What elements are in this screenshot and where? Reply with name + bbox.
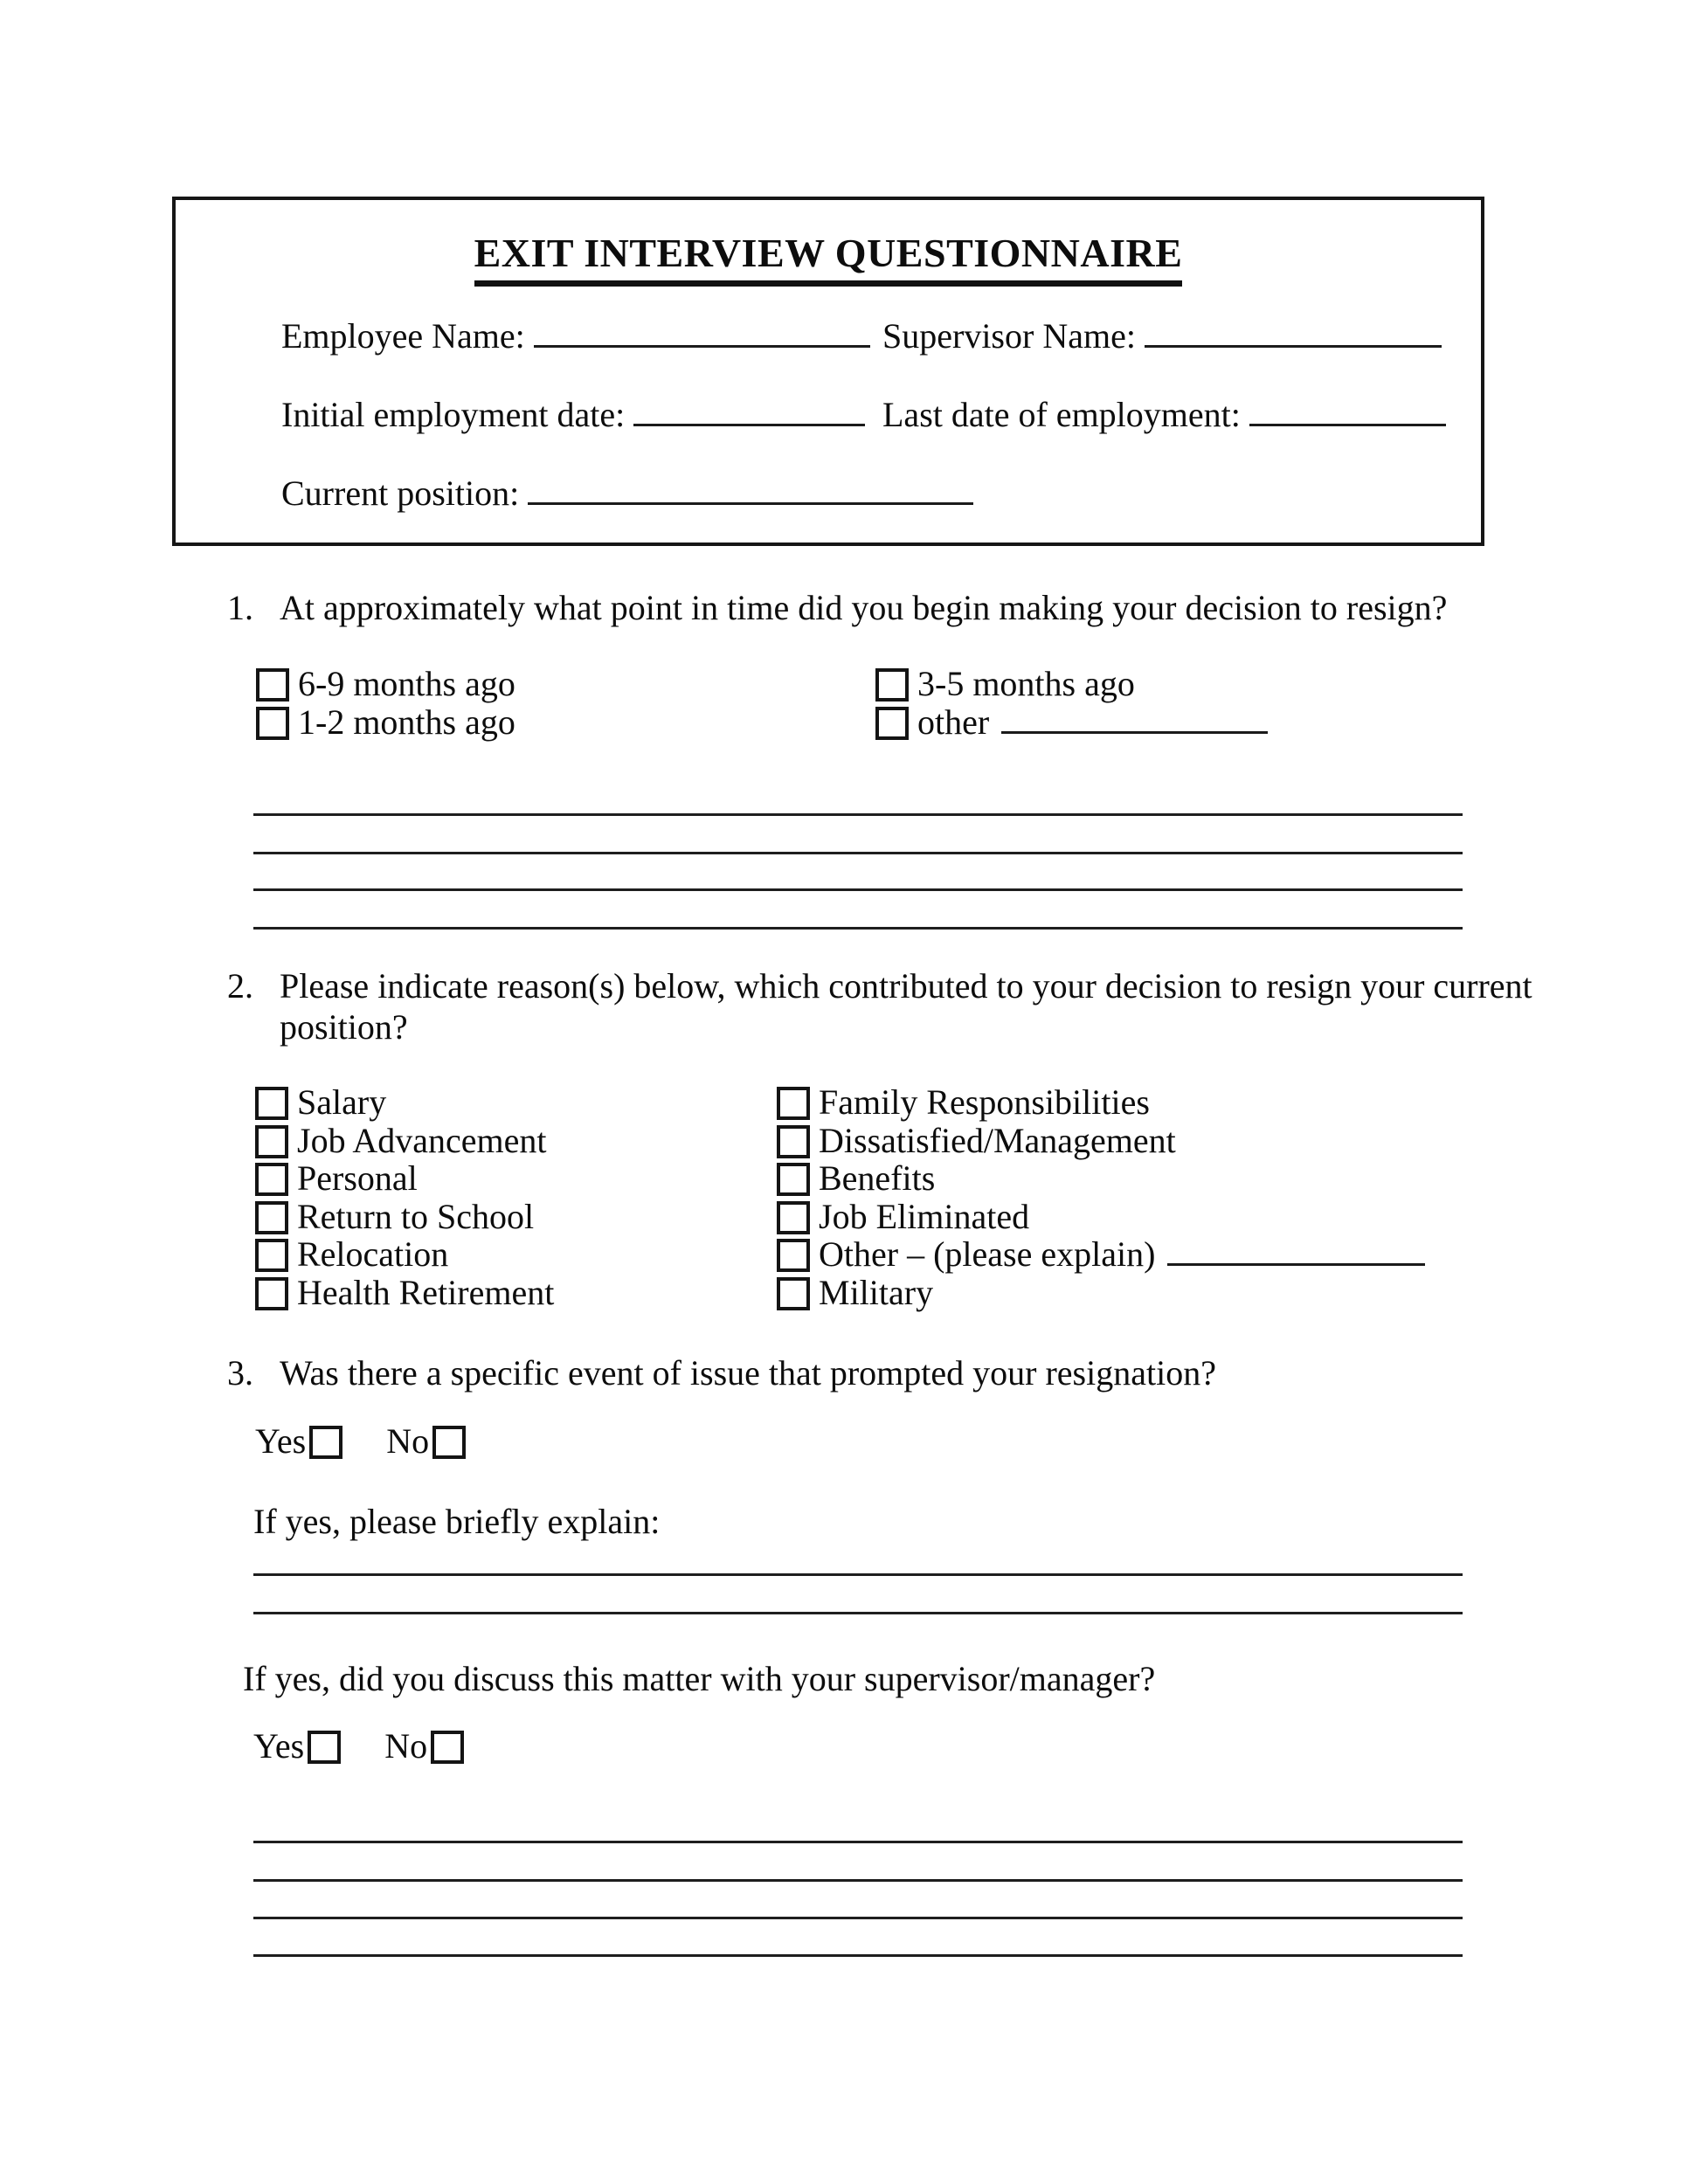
q3-no-checkbox-1[interactable] xyxy=(432,1426,466,1459)
supervisor-name-row xyxy=(882,316,1442,356)
q2-option-dissatisfied-management xyxy=(777,1122,1176,1160)
q1-option-6-9-months xyxy=(256,665,515,703)
q2-checkbox-salary[interactable] xyxy=(255,1087,288,1120)
q1-option-3-5-months xyxy=(875,665,1135,703)
q3-yes-checkbox-2[interactable] xyxy=(308,1731,341,1764)
q3-yes-checkbox-1[interactable] xyxy=(309,1426,342,1459)
q3-discuss-answer-line[interactable] xyxy=(253,1917,1463,1919)
current-position-label: Current position: xyxy=(281,473,520,513)
q3-no-label-1: No xyxy=(386,1421,430,1461)
q2-label-salary: Salary xyxy=(297,1082,387,1122)
q2-label-benefits: Benefits xyxy=(819,1158,936,1198)
question-2-text-line2-row xyxy=(280,1006,408,1047)
q2-checkbox-health-retirement[interactable] xyxy=(255,1277,288,1310)
q2-option-health-retirement xyxy=(255,1274,554,1312)
last-date-blank[interactable] xyxy=(1249,423,1446,426)
q2-option-salary xyxy=(255,1083,386,1122)
q1-checkbox-other[interactable] xyxy=(875,707,909,740)
q2-label-health-retirement: Health Retirement xyxy=(297,1273,555,1312)
question-1-text: At approximately what point in time did you begin making your decision to resign? xyxy=(280,588,1448,627)
q3-yes-no-row-2 xyxy=(253,1727,473,1766)
question-1 xyxy=(227,587,1538,628)
q2-option-other-explain xyxy=(777,1235,1425,1274)
q2-checkbox-dissatisfied-management[interactable] xyxy=(777,1125,810,1158)
initial-date-label: Initial employment date: xyxy=(281,395,626,434)
q2-option-relocation xyxy=(255,1235,448,1274)
question-2-text-line1: Please indicate reason(s) below, which contributed to your decision to resign your current xyxy=(280,966,1532,1006)
q3-discuss-prompt: If yes, did you discuss this matter with your supervisor/manager? xyxy=(243,1659,1156,1698)
q2-option-job-eliminated xyxy=(777,1198,1029,1236)
q2-option-personal xyxy=(255,1159,418,1198)
question-2 xyxy=(227,965,1532,1006)
q2-option-military xyxy=(777,1274,933,1312)
q2-label-other-explain: Other – (please explain) xyxy=(819,1234,1156,1274)
q1-label-other: other xyxy=(917,702,990,742)
current-position-row xyxy=(281,473,973,514)
q3-yes-label-1: Yes xyxy=(255,1421,307,1461)
current-position-blank[interactable] xyxy=(528,501,973,505)
q2-checkbox-benefits[interactable] xyxy=(777,1163,810,1196)
employee-name-row xyxy=(281,316,870,356)
q3-explain-prompt-row xyxy=(253,1501,660,1542)
q1-checkbox-6-9-months[interactable] xyxy=(256,668,289,702)
q2-checkbox-personal[interactable] xyxy=(255,1163,288,1196)
q2-label-job-eliminated: Job Eliminated xyxy=(819,1197,1030,1236)
question-2-number: 2. xyxy=(227,966,253,1006)
q2-checkbox-military[interactable] xyxy=(777,1277,810,1310)
q1-label-6-9-months: 6-9 months ago xyxy=(298,664,515,703)
q3-discuss-prompt-row xyxy=(243,1658,1155,1699)
q1-other-blank[interactable] xyxy=(1001,730,1268,734)
q2-label-family-responsibilities: Family Responsibilities xyxy=(819,1082,1150,1122)
initial-date-blank[interactable] xyxy=(633,423,865,426)
q3-no-checkbox-2[interactable] xyxy=(431,1731,464,1764)
q2-label-dissatisfied-management: Dissatisfied/Management xyxy=(819,1121,1176,1160)
supervisor-name-blank[interactable] xyxy=(1145,344,1442,348)
q2-label-return-to-school: Return to School xyxy=(297,1197,535,1236)
q1-answer-line[interactable] xyxy=(253,813,1463,816)
form-title: EXIT INTERVIEW QUESTIONNAIRE xyxy=(474,232,1183,287)
initial-date-row xyxy=(281,395,865,435)
q2-label-relocation: Relocation xyxy=(297,1234,449,1274)
last-date-label: Last date of employment: xyxy=(882,395,1241,434)
q2-checkbox-family-responsibilities[interactable] xyxy=(777,1087,810,1120)
question-2-text-line2: position? xyxy=(280,1007,408,1047)
q1-answer-line[interactable] xyxy=(253,888,1463,891)
q1-option-other xyxy=(875,703,1268,742)
question-3 xyxy=(227,1352,1538,1393)
q3-explain-answer-line[interactable] xyxy=(253,1612,1463,1614)
q3-explain-answer-line[interactable] xyxy=(253,1573,1463,1576)
q3-explain-prompt: If yes, please briefly explain: xyxy=(253,1502,661,1541)
q2-option-benefits xyxy=(777,1159,935,1198)
q1-answer-line[interactable] xyxy=(253,852,1463,854)
q1-checkbox-1-2-months[interactable] xyxy=(256,707,289,740)
q2-label-military: Military xyxy=(819,1273,934,1312)
q2-option-return-to-school xyxy=(255,1198,534,1236)
last-date-row xyxy=(882,395,1446,435)
q2-checkbox-job-eliminated[interactable] xyxy=(777,1201,810,1234)
employee-name-blank[interactable] xyxy=(534,344,870,348)
q1-answer-line[interactable] xyxy=(253,927,1463,930)
q2-option-job-advancement xyxy=(255,1122,547,1160)
q2-checkbox-job-advancement[interactable] xyxy=(255,1125,288,1158)
q3-no-label-2: No xyxy=(384,1726,428,1766)
q2-option-family-responsibilities xyxy=(777,1083,1150,1122)
q1-option-1-2-months xyxy=(256,703,515,742)
q3-yes-no-row-1 xyxy=(255,1422,474,1461)
q1-label-3-5-months: 3-5 months ago xyxy=(917,664,1135,703)
q2-label-job-advancement: Job Advancement xyxy=(297,1121,547,1160)
q2-label-personal: Personal xyxy=(297,1158,418,1198)
form-title-wrap xyxy=(176,232,1481,287)
supervisor-name-label: Supervisor Name: xyxy=(882,316,1136,356)
q3-discuss-answer-line[interactable] xyxy=(253,1954,1463,1957)
question-1-number: 1. xyxy=(227,588,253,627)
q2-checkbox-other-explain[interactable] xyxy=(777,1239,810,1272)
q2-checkbox-return-to-school[interactable] xyxy=(255,1201,288,1234)
q3-discuss-answer-line[interactable] xyxy=(253,1841,1463,1843)
q2-checkbox-relocation[interactable] xyxy=(255,1239,288,1272)
q2-other-blank[interactable] xyxy=(1167,1262,1425,1266)
q1-label-1-2-months: 1-2 months ago xyxy=(298,702,515,742)
employee-name-label: Employee Name: xyxy=(281,316,525,356)
q3-yes-label-2: Yes xyxy=(253,1726,305,1766)
q1-checkbox-3-5-months[interactable] xyxy=(875,668,909,702)
q3-discuss-answer-line[interactable] xyxy=(253,1879,1463,1882)
question-3-text: Was there a specific event of issue that prompted your resignation? xyxy=(280,1353,1216,1393)
question-3-number: 3. xyxy=(227,1353,253,1393)
